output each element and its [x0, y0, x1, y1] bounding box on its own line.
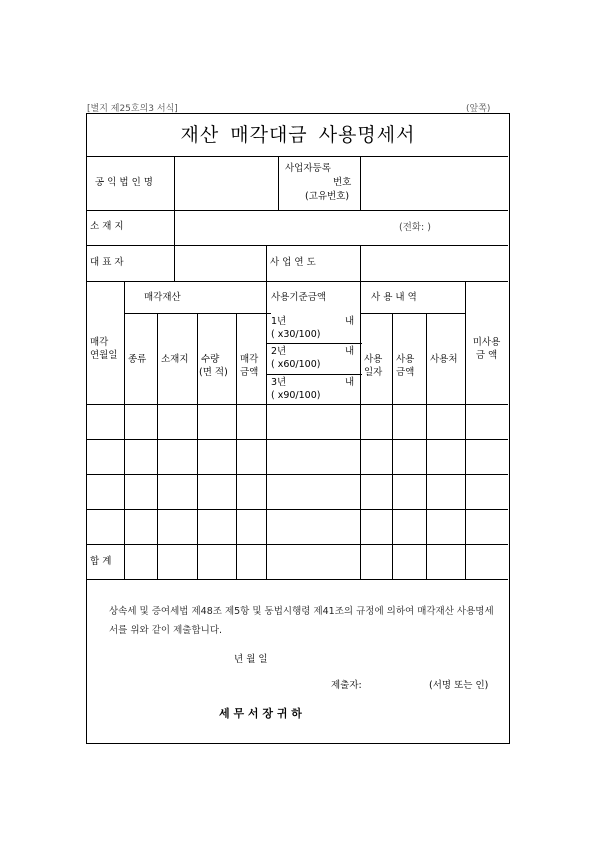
row-divider [87, 579, 508, 580]
year3-label: 내 [345, 377, 355, 388]
year3-label: 3년 [271, 377, 287, 388]
col-divider [157, 313, 158, 579]
col-divider [426, 313, 427, 579]
qty-header: 수량 [201, 354, 220, 365]
row-divider [87, 474, 508, 475]
col-divider [465, 281, 466, 579]
submitter-label: 제출자: [331, 680, 362, 691]
use-amount-header: 사용 [396, 354, 415, 365]
form-title: 재산 매각대금 사용명세서 [180, 124, 416, 146]
usage-base-header: 사용기준금액 [271, 292, 327, 303]
col-divider [392, 313, 393, 579]
sale-date-header: 연월일 [90, 350, 118, 361]
use-date-header: 일자 [364, 367, 383, 378]
row-divider [266, 343, 362, 344]
row-divider [87, 156, 508, 157]
row-divider [87, 544, 508, 545]
biz-reg-label: (고유번호) [305, 191, 350, 202]
row-divider [266, 374, 362, 375]
place-header: 소재지 [161, 354, 189, 365]
usage-details-header: 사 용 내 역 [371, 292, 417, 303]
use-date-header: 사용 [364, 354, 383, 365]
kind-header: 종류 [128, 354, 147, 365]
qty-header: (면 적) [199, 367, 228, 378]
col-divider [360, 245, 361, 281]
biz-reg-label: 사업자등록 [285, 163, 331, 174]
col-divider [174, 156, 175, 281]
submission-statement: 상속세 및 증여세법 제48조 제5항 및 동법시행령 제41조의 규정에 의하여 매각재산 사용명세서를 위와 같이 제출합니다. [109, 606, 494, 636]
row-divider [87, 245, 508, 246]
location-label: 소 재 지 [90, 221, 124, 232]
sold-property-header: 매각재산 [144, 292, 181, 303]
col-divider [278, 156, 279, 210]
col-divider [197, 313, 198, 579]
phone-label: (전화: ) [399, 222, 431, 233]
seal-label: (서명 또는 인) [429, 680, 489, 691]
year1-label: 1년 [271, 316, 287, 327]
amount-header: 금액 [240, 367, 259, 378]
corp-name-label: 공 익 법 인 명 [95, 177, 153, 188]
year3-label: ( x90/100) [271, 390, 321, 401]
col-divider [360, 281, 361, 579]
page-side: (앞쪽) [466, 104, 491, 114]
amount-header: 매각 [240, 354, 259, 365]
biz-reg-label: 번호 [333, 177, 352, 188]
use-place-header: 사용처 [430, 354, 458, 365]
col-divider [266, 245, 267, 281]
addressee: 세 무 서 장 귀 하 [219, 707, 302, 720]
row-divider [87, 210, 508, 211]
use-amount-header: 금액 [396, 367, 415, 378]
unused-header: 금 액 [475, 350, 498, 361]
year2-label: 2년 [271, 346, 287, 357]
year1-label: ( x30/100) [271, 329, 321, 340]
col-divider [236, 313, 237, 579]
total-label: 합 계 [90, 556, 112, 567]
row-divider [87, 281, 508, 282]
representative-label: 대 표 자 [90, 257, 124, 268]
form-number: [별지 제25호의3 서식] [87, 104, 178, 114]
col-divider [360, 156, 361, 210]
row-divider [87, 509, 508, 510]
date-line: 년 월 일 [234, 654, 268, 665]
fiscal-year-label: 사 업 연 도 [270, 257, 316, 268]
year2-label: 내 [345, 346, 355, 357]
year2-label: ( x60/100) [271, 359, 321, 370]
row-divider [87, 439, 508, 440]
unused-header: 미사용 [472, 337, 501, 348]
row-divider [87, 404, 508, 405]
year1-label: 내 [345, 316, 355, 327]
col-divider [266, 281, 267, 579]
sale-date-header: 매각 [90, 337, 109, 348]
row-divider [360, 313, 465, 314]
col-divider [124, 281, 125, 579]
usage-statement-form [86, 113, 510, 744]
